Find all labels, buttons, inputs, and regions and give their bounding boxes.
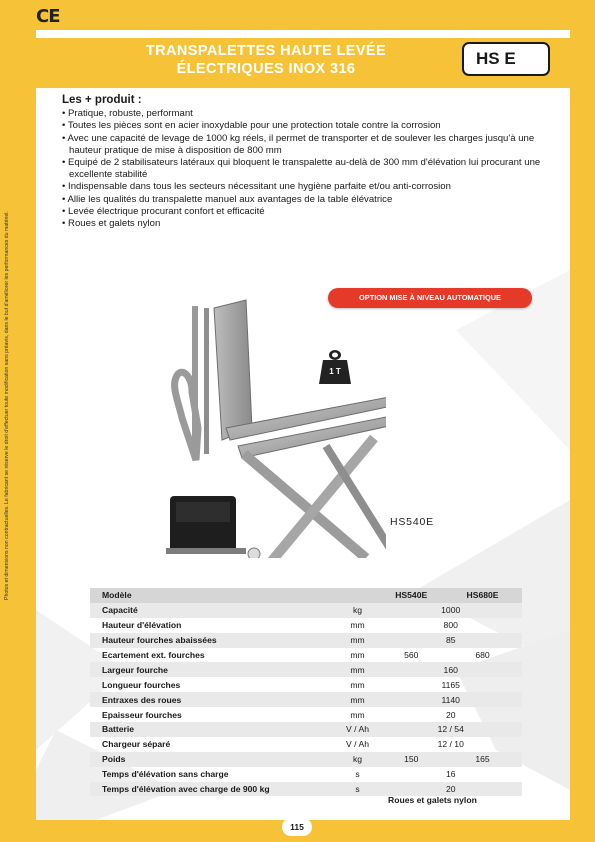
table-row <box>90 648 522 663</box>
legal-side-note: Photos et dimensions non contractuelles. Le fabricant se réserve le droit d'effectuer toute modification sans préavis, dans le but d'améliorer les performances du matériel. <box>4 211 10 600</box>
row-value: 800 <box>443 620 458 631</box>
row-label: Hauteur fourches abaissées <box>90 633 336 648</box>
row-label: Longueur fourches <box>102 679 181 690</box>
row-unit: s <box>336 782 380 797</box>
row-label: Poids <box>90 752 336 767</box>
table-row <box>90 692 522 707</box>
feature-item: • Allie les qualités du transpalette manuel aux avantages de la table élévatrice <box>62 194 562 206</box>
table-row <box>90 633 522 648</box>
table-row <box>90 707 522 722</box>
row-value: 12 / 54 <box>379 722 522 737</box>
table-note: Roues et galets nylon <box>388 795 477 805</box>
row-label: Epaisseur fourches <box>102 709 182 720</box>
features-heading: Les + produit : <box>62 94 142 106</box>
row-label: Largeur fourche <box>90 662 336 677</box>
table-row <box>90 603 522 618</box>
row-unit: V / Ah <box>346 739 369 750</box>
row-value: 20 <box>379 782 522 797</box>
row-label: Entraxes des roues <box>90 692 336 707</box>
page-number: 115 <box>282 818 312 836</box>
feature-item: • Avec une capacité de levage de 1000 kg réels, il permet de transporter et de soulever les charges jusqu'à une hauteur pratique de mise à disposition de 800 mm <box>62 133 562 157</box>
row-value: 1140 <box>379 692 522 707</box>
table-row <box>90 722 522 737</box>
title-line-1: TRANSPALETTES HAUTE LEVÉE <box>145 43 387 59</box>
row-label: Temps d'élévation avec charge de 900 kg <box>90 782 336 797</box>
feature-item: • Pratique, robuste, performant <box>62 108 562 120</box>
row-value-col2: 165 <box>443 752 522 767</box>
row-value: 1165 <box>441 679 460 690</box>
row-value-col1: 150 <box>379 752 443 767</box>
row-unit: mm <box>350 620 365 631</box>
row-unit: mm <box>350 709 365 720</box>
table-row <box>90 752 522 767</box>
row-value: 1000 <box>379 603 522 618</box>
feature-item: • Equipé de 2 stabilisateurs latéraux qui bloquent le transpalette au-delà de 300 mm d'élévation lui procurant une excellente stabilité <box>62 157 562 181</box>
feature-item: • Roues et galets nylon <box>62 218 562 230</box>
row-unit: mm <box>336 692 380 707</box>
row-unit: s <box>355 769 360 780</box>
row-value: 20 <box>445 709 456 720</box>
pallet-truck-image <box>126 278 386 558</box>
row-value: 16 <box>445 769 456 780</box>
weight-label: 1 T <box>329 367 341 376</box>
row-label: Chargeur séparé <box>102 739 171 750</box>
row-value-col1: 560 <box>404 650 419 660</box>
feature-item: • Indispensable dans tous les secteurs nécessitant une hygiène parfaite et/ou anti-corrosion <box>62 181 562 193</box>
row-label: Batterie <box>90 722 336 737</box>
row-unit: V / Ah <box>336 722 380 737</box>
row-label: Hauteur d'élévation <box>102 620 182 631</box>
table-header-row <box>90 588 522 603</box>
table-row <box>90 677 522 692</box>
product-caption: HS540E <box>390 516 434 528</box>
row-unit: mm <box>336 633 380 648</box>
features-section <box>62 94 562 230</box>
table-header-unit <box>336 588 380 603</box>
row-unit: mm <box>336 662 380 677</box>
row-unit: kg <box>336 603 380 618</box>
table-row <box>90 737 522 752</box>
row-value-col2: 680 <box>475 650 490 660</box>
table-header-col1: HS540E <box>379 588 443 603</box>
row-value: 85 <box>379 633 522 648</box>
table-row <box>90 767 522 782</box>
feature-item: • Levée électrique procurant confort et efficacité <box>62 206 562 218</box>
page-title <box>96 42 436 78</box>
table-row <box>90 618 522 633</box>
row-label: Capacité <box>90 603 336 618</box>
feature-item: • Toutes les pièces sont en acier inoxydable pour une protection totale contre la corrosion <box>62 120 562 132</box>
row-label: Temps d'élévation sans charge <box>102 769 229 780</box>
ce-mark-logo: CE <box>36 6 60 27</box>
row-unit: mm <box>350 679 365 690</box>
option-badge: OPTION MISE À NIVEAU AUTOMATIQUE <box>328 288 532 308</box>
row-unit: kg <box>336 752 380 767</box>
spec-table <box>90 588 522 796</box>
row-value: 12 / 10 <box>437 739 464 750</box>
row-value: 160 <box>379 662 522 677</box>
table-header-col2: HS680E <box>443 588 522 603</box>
table-header-label: Modèle <box>90 588 336 603</box>
content-panel <box>36 30 570 820</box>
row-label: Ecartement ext. fourches <box>102 650 205 660</box>
row-unit: mm <box>350 650 365 660</box>
table-row <box>90 662 522 677</box>
features-list <box>62 108 562 230</box>
title-line-2: ÉLECTRIQUES INOX 316 <box>176 61 356 77</box>
model-badge: HS E <box>462 42 550 76</box>
